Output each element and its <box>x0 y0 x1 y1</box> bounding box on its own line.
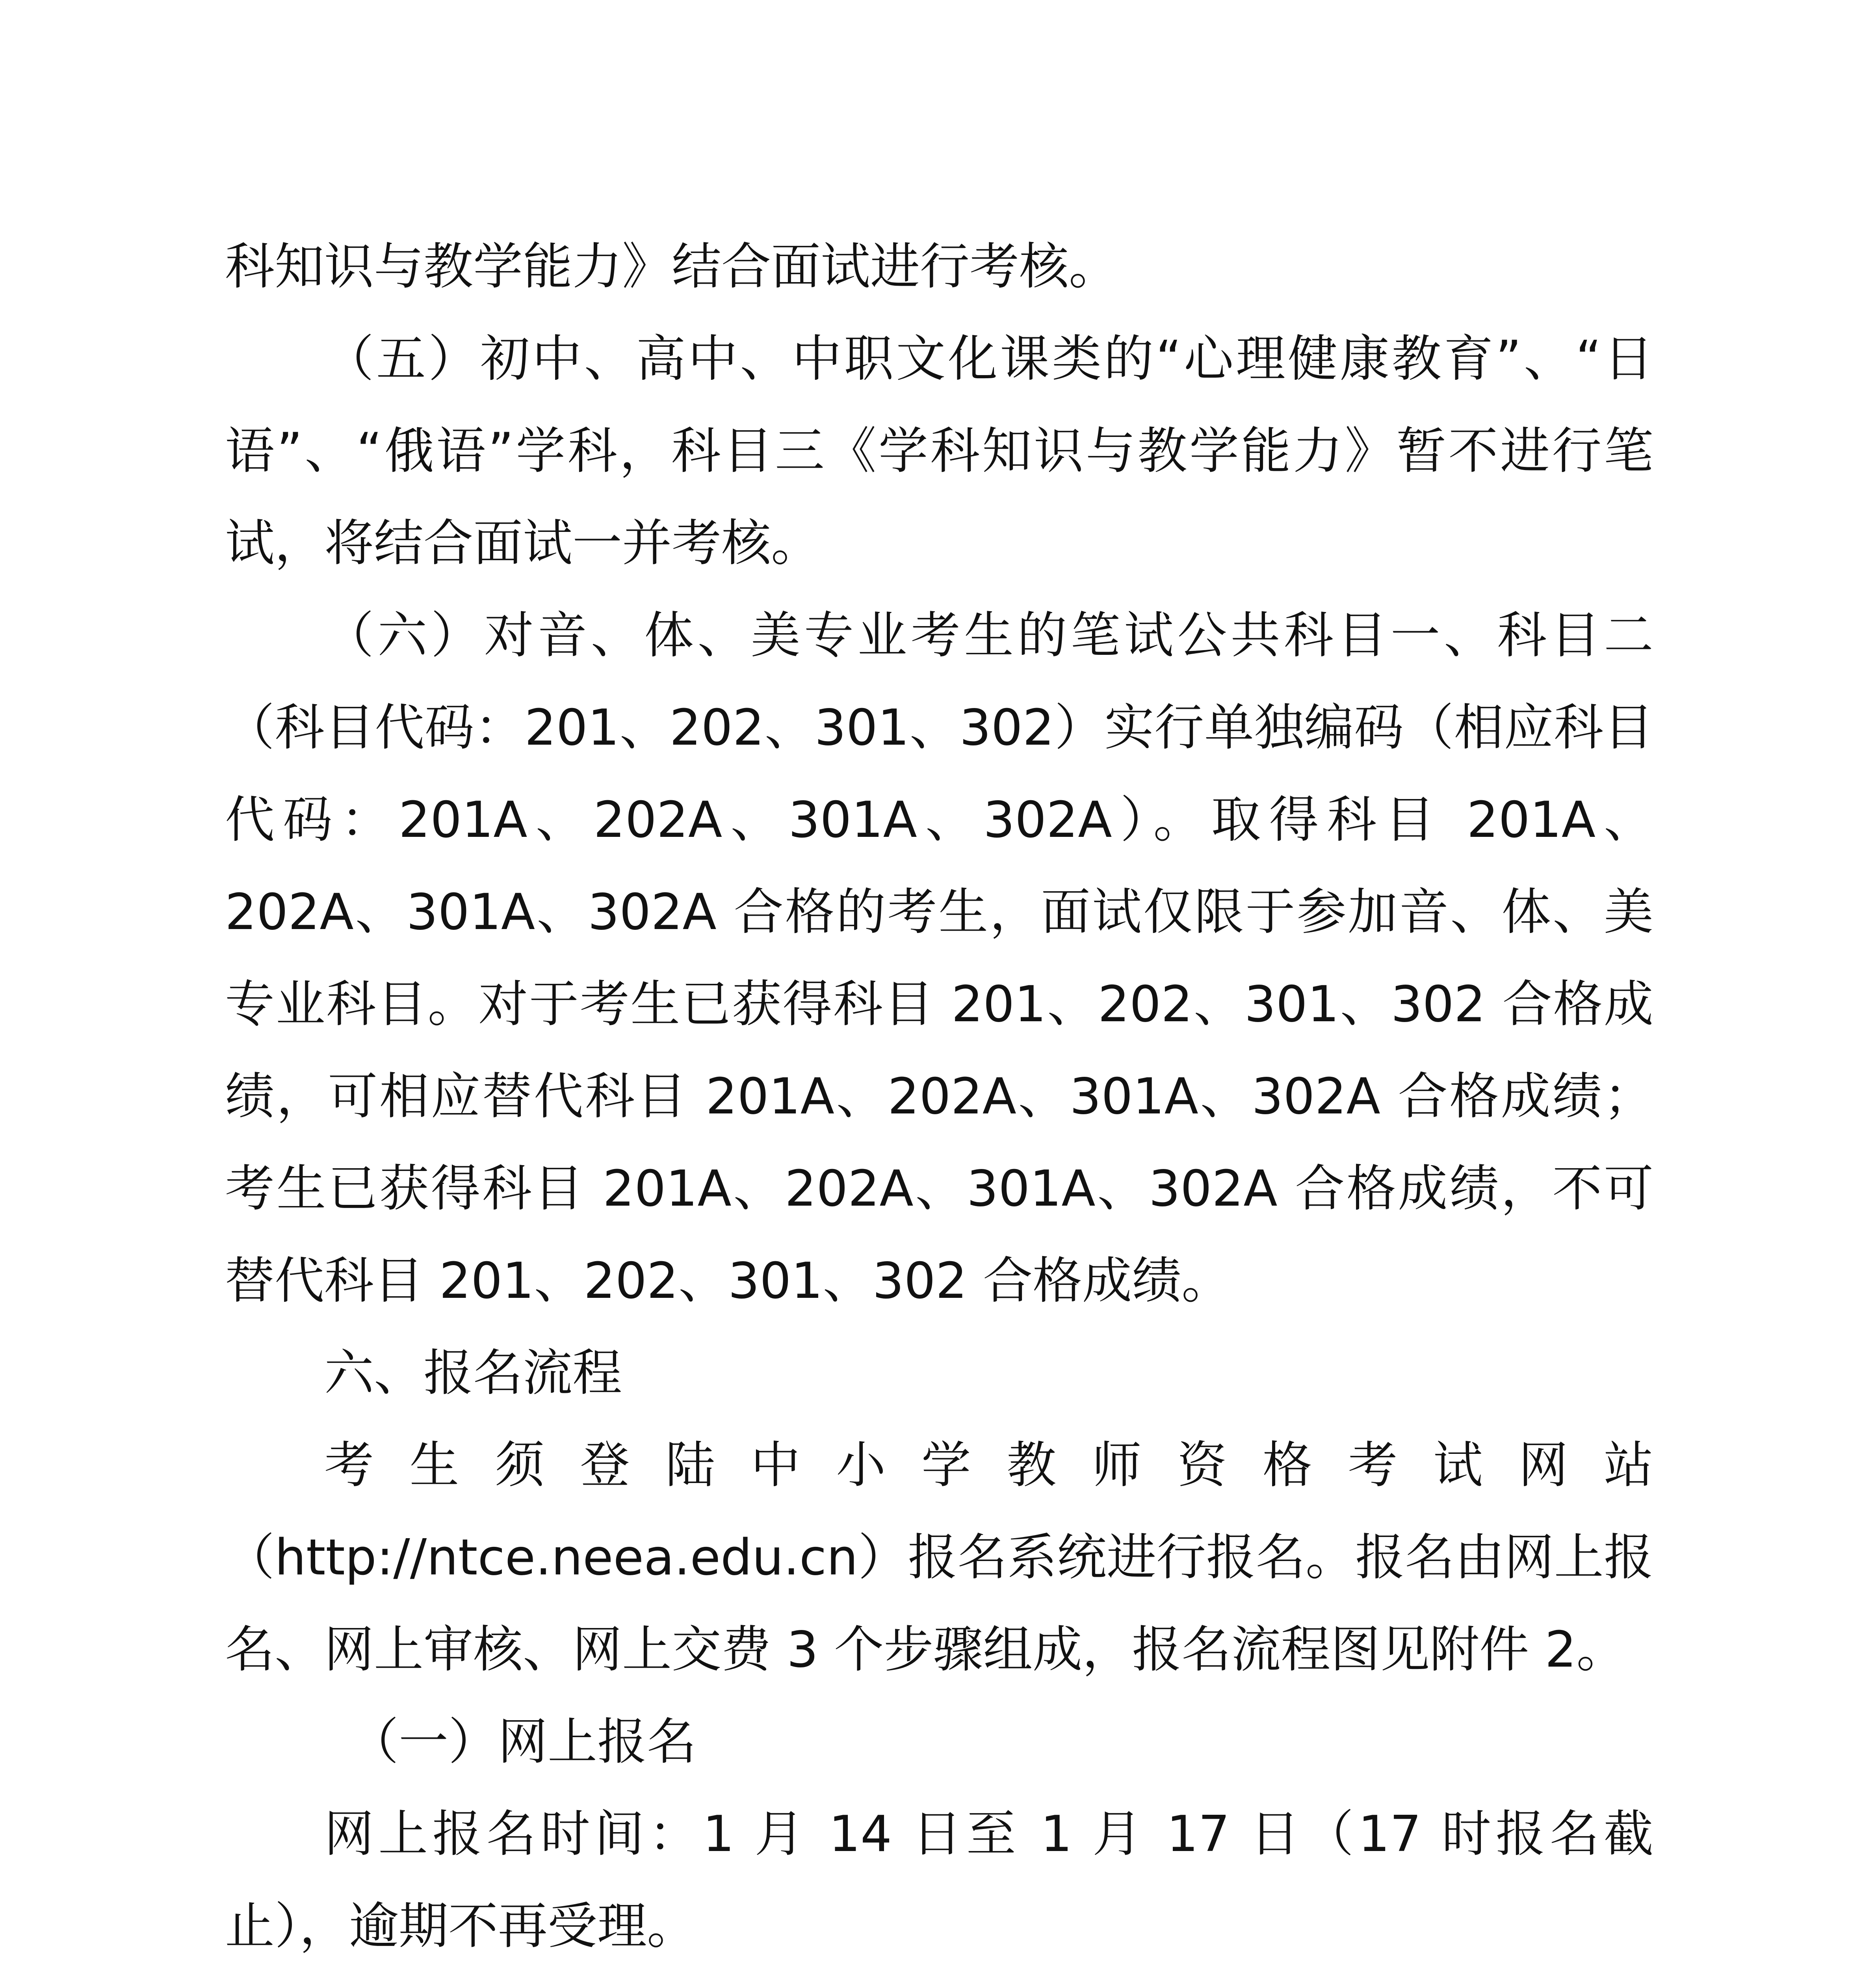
paragraph-registration-website: 考生须登陆中小学教师资格考试网站（http://ntce.neea.edu.cn）报名系统进行报名。报名由网上报名、网上审核、网上交费 3 个步骤组成，报名流程图见附件 2。 <box>225 1436 1653 1678</box>
subheading-online-registration: （一）网上报名 <box>349 1713 697 1771</box>
paragraph-item-5: （五）初中、高中、中职文化课类的“心理健康教育”、“日语”、“俄语”学科，科目三《学科知识与教学能力》暂不进行笔试，将结合面试一并考核。 <box>225 330 1653 572</box>
paragraph-registration-time: 网上报名时间：1 月 14 日至 1 月 17 日（17 时报名截止），逾期不再受理。 <box>225 1805 1653 1955</box>
paragraph-continued: 科知识与教学能力》结合面试进行考核。 <box>225 238 1118 296</box>
paragraph-item-6: （六）对音、体、美专业考生的笔试公共科目一、科目二（科目代码：201、202、301、302）实行单独编码（相应科目代码：201A、202A、301A、302A）。取得科目 201A、202A、301A、302A 合格的考生，面试仅限于参加音、体、美专业科目。对于考生已获得科目 201、202、301、302 合格成绩，可相应替代科目 201A、202A、301A、302A 合格成绩；考生已获得科目 201A、202A、301A、302A 合格成绩，不可替代科目 201、202、301、302 合格成绩。 <box>225 606 1653 1310</box>
section-heading-registration: 六、报名流程 <box>324 1344 622 1402</box>
document-body <box>225 221 1653 1970</box>
